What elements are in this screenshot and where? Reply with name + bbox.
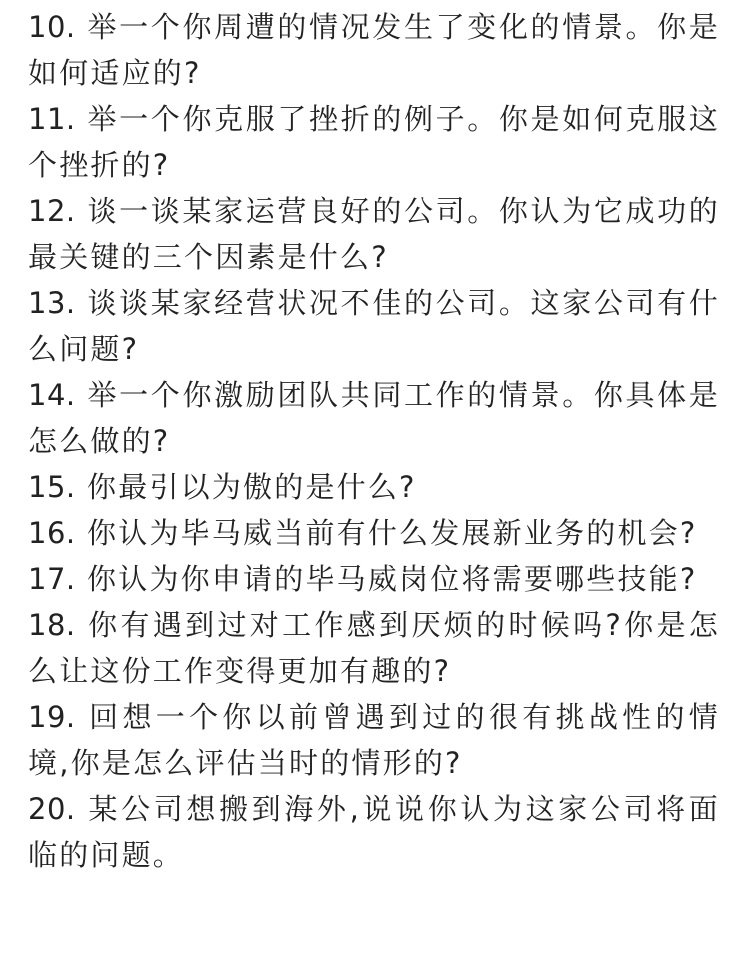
question-number: 20.: [28, 792, 76, 826]
question-text: 谈一谈某家运营良好的公司。你认为它成功的最关键的三个因素是什么?: [28, 194, 720, 274]
question-number: 15.: [28, 470, 76, 504]
question-text: 你有遇到过对工作感到厌烦的时候吗?你是怎么让这份工作变得更加有趣的?: [28, 608, 720, 688]
question-15: [28, 464, 720, 510]
question-18: [28, 602, 720, 694]
question-17: [28, 556, 720, 602]
question-number: 16.: [28, 516, 76, 550]
question-number: 14.: [28, 378, 76, 412]
question-text: 回想一个你以前曾遇到过的很有挑战性的情境,你是怎么评估当时的情形的?: [28, 700, 720, 780]
question-11: [28, 96, 720, 188]
question-number: 13.: [28, 286, 76, 320]
question-10: [28, 4, 720, 96]
question-text: 举一个你克服了挫折的例子。你是如何克服这个挫折的?: [28, 102, 720, 182]
question-19: [28, 694, 720, 786]
question-text: 某公司想搬到海外,说说你认为这家公司将面临的问题。: [28, 792, 720, 872]
question-text: 你认为毕马威当前有什么发展新业务的机会?: [87, 516, 698, 550]
question-text: 举一个你周遭的情况发生了变化的情景。你是如何适应的?: [28, 10, 720, 90]
question-number: 10.: [28, 10, 76, 44]
question-13: [28, 280, 720, 372]
question-20: [28, 786, 720, 878]
question-number: 19.: [28, 700, 76, 734]
question-12: [28, 188, 720, 280]
question-number: 11.: [28, 102, 76, 136]
question-16: [28, 510, 720, 556]
question-14: [28, 372, 720, 464]
question-number: 17.: [28, 562, 76, 596]
question-text: 你认为你申请的毕马威岗位将需要哪些技能?: [87, 562, 698, 596]
question-number: 12.: [28, 194, 76, 228]
question-text: 谈谈某家经营状况不佳的公司。这家公司有什么问题?: [28, 286, 720, 366]
question-text: 你最引以为傲的是什么?: [87, 470, 417, 504]
question-number: 18.: [28, 608, 76, 642]
question-text: 举一个你激励团队共同工作的情景。你具体是怎么做的?: [28, 378, 720, 458]
